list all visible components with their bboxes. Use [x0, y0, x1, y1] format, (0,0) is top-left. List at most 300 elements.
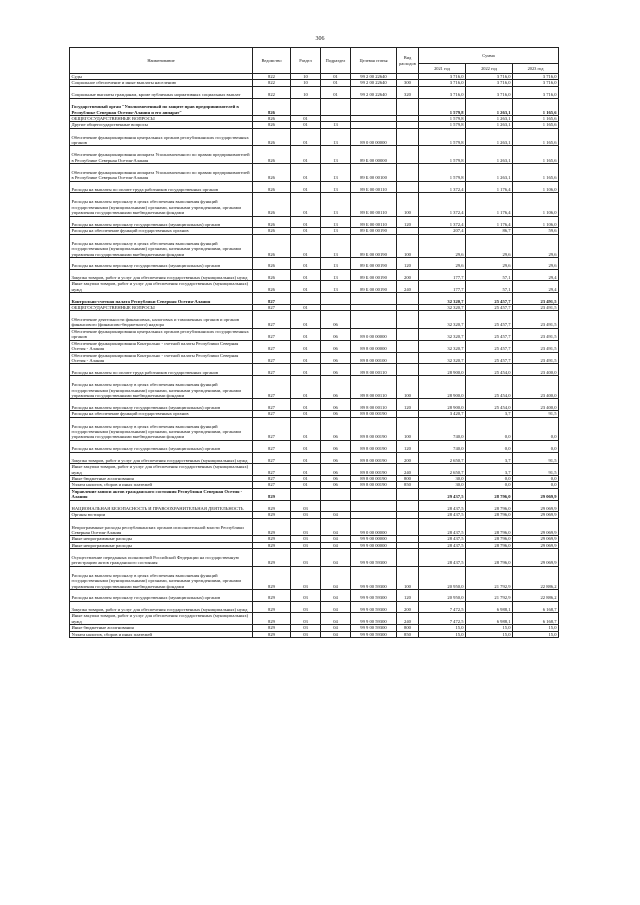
row-department: 827 — [253, 417, 291, 440]
row-sum-2023: 29 069,9 — [513, 549, 559, 567]
row-sum-2023: 29,4 — [513, 269, 559, 281]
row-target-article: 89 Б 00 00190 — [351, 228, 397, 234]
row-sum-2023: 59,6 — [513, 228, 559, 234]
table-body — [70, 74, 559, 638]
row-sum-2022: 1 176,4 — [466, 193, 513, 216]
row-expense-type: 120 — [397, 216, 419, 228]
row-department: 822 — [253, 74, 291, 80]
row-target-article: 89 8 00 00100 — [351, 352, 397, 364]
table-row — [70, 216, 559, 228]
row-sum-2022: 28 796,0 — [466, 500, 513, 512]
row-department: 829 — [253, 500, 291, 512]
row-sum-2022: 1 263,1 — [466, 128, 513, 146]
row-sum-2022: 6 988,1 — [466, 613, 513, 625]
row-subsection: 04 — [321, 601, 351, 613]
row-expense-type — [397, 293, 419, 305]
row-sum-2023: 3 716,0 — [513, 74, 559, 80]
row-sum-2021: 740,0 — [419, 440, 466, 452]
table-row — [70, 163, 559, 181]
row-department: 827 — [253, 440, 291, 452]
row-section: 03 — [291, 631, 321, 637]
row-section: 03 — [291, 549, 321, 567]
row-target-article: 99 9 00 59300 — [351, 601, 397, 613]
row-name: Непрограммные расходы республиканских органов исполнительной власти Республики Северная Осетия-Алания — [70, 518, 253, 536]
row-name: Расходы на выплаты персоналу государственных (муниципальных) органов — [70, 440, 253, 452]
row-name: Расходы на обеспечение функций государственных органов — [70, 411, 253, 417]
header-target-article: Целевая статья — [351, 48, 397, 74]
row-target-article — [351, 293, 397, 305]
row-sum-2021: 32 320,7 — [419, 352, 466, 364]
row-sum-2022: 1 263,1 — [466, 116, 513, 122]
row-expense-type: 240 — [397, 281, 419, 293]
row-sum-2022: 25 457,7 — [466, 293, 513, 305]
row-department: 826 — [253, 98, 291, 116]
row-sum-2023: 15,0 — [513, 631, 559, 637]
row-sum-2022: 57,1 — [466, 269, 513, 281]
row-section: 01 — [291, 482, 321, 488]
table-row — [70, 258, 559, 270]
row-section: 01 — [291, 311, 321, 329]
row-name: Иные непрограммные расходы — [70, 542, 253, 548]
row-sum-2022: 25 454,0 — [466, 364, 513, 376]
row-sum-2023: 29 069,9 — [513, 488, 559, 500]
row-sum-2022: 3,7 — [466, 411, 513, 417]
row-expense-type: 200 — [397, 601, 419, 613]
row-sum-2023: 23 491,5 — [513, 304, 559, 310]
row-section: 01 — [291, 304, 321, 310]
row-target-article: 89 0 00 00000 — [351, 128, 397, 146]
row-sum-2023: 23 491,5 — [513, 340, 559, 352]
header-name: Наименование — [70, 48, 253, 74]
row-department: 829 — [253, 613, 291, 625]
table-row — [70, 566, 559, 589]
table-row — [70, 86, 559, 98]
row-target-article: 99 9 00 00000 — [351, 542, 397, 548]
row-name: Осуществление переданных полномочий Российской Федерации на государственную регистрацию актов гражданского состояния — [70, 549, 253, 567]
row-expense-type — [397, 146, 419, 164]
row-subsection: 06 — [321, 452, 351, 464]
row-section: 03 — [291, 512, 321, 518]
row-sum-2022: 1 263,1 — [466, 98, 513, 116]
row-name: Уплата налогов, сборов и иных платежей — [70, 482, 253, 488]
row-name: Иные закупки товаров, работ и услуг для обеспечения государственных (муниципальных) нужд — [70, 613, 253, 625]
row-expense-type: 200 — [397, 269, 419, 281]
row-target-article: 99 9 00 59300 — [351, 590, 397, 602]
row-expense-type — [397, 181, 419, 193]
row-name: Иные закупки товаров, работ и услуг для обеспечения государственных (муниципальных) нужд — [70, 281, 253, 293]
row-section: 01 — [291, 269, 321, 281]
row-name: ОБЩЕГОСУДАРСТВЕННЫЕ ВОПРОСЫ — [70, 116, 253, 122]
row-sum-2023: 3 716,0 — [513, 86, 559, 98]
row-name: Расходы на выплаты персоналу в целях обеспечения выполнения функций государственными (муниципальными) органами, казенными учреждениями, органами управления государственными внебюджетными фондами — [70, 376, 253, 399]
row-department: 827 — [253, 311, 291, 329]
row-section: 01 — [291, 440, 321, 452]
row-section: 01 — [291, 476, 321, 482]
row-subsection: 06 — [321, 352, 351, 364]
row-name: Иные бюджетные ассигнования — [70, 625, 253, 631]
row-subsection: 01 — [321, 74, 351, 80]
row-expense-type — [397, 518, 419, 536]
row-department: 827 — [253, 464, 291, 476]
row-section: 10 — [291, 80, 321, 86]
row-target-article: 99 9 00 59300 — [351, 625, 397, 631]
row-expense-type: 120 — [397, 258, 419, 270]
row-target-article: 89 Б 00 00110 — [351, 181, 397, 193]
row-sum-2023: 1 165,6 — [513, 163, 559, 181]
row-sum-2023: 1 106,0 — [513, 181, 559, 193]
row-section: 01 — [291, 399, 321, 411]
row-department: 827 — [253, 452, 291, 464]
row-sum-2021: 740,0 — [419, 417, 466, 440]
row-sum-2021: 1 372,4 — [419, 193, 466, 216]
row-department: 827 — [253, 340, 291, 352]
row-sum-2021: 32 320,7 — [419, 293, 466, 305]
row-name: Социальное обеспечение и иные выплаты населению — [70, 80, 253, 86]
row-expense-type: 240 — [397, 464, 419, 476]
row-department: 827 — [253, 376, 291, 399]
row-target-article: 99 9 00 59300 — [351, 566, 397, 589]
row-expense-type: 200 — [397, 452, 419, 464]
row-sum-2022: 1 176,4 — [466, 216, 513, 228]
table-row — [70, 518, 559, 536]
row-expense-type: 850 — [397, 631, 419, 637]
row-sum-2023: 29,4 — [513, 281, 559, 293]
row-sum-2021: 1 579,8 — [419, 163, 466, 181]
table-row — [70, 399, 559, 411]
row-expense-type: 100 — [397, 376, 419, 399]
row-sum-2022: 3 716,0 — [466, 86, 513, 98]
row-subsection: 04 — [321, 590, 351, 602]
row-sum-2023: 23 400,0 — [513, 399, 559, 411]
table-row — [70, 590, 559, 602]
table-row — [70, 146, 559, 164]
row-section: 01 — [291, 464, 321, 476]
row-sum-2023: 29 069,9 — [513, 500, 559, 512]
row-target-article — [351, 500, 397, 512]
row-sum-2021: 7 472,5 — [419, 601, 466, 613]
header-subsection: Подраздел — [321, 48, 351, 74]
row-expense-type — [397, 549, 419, 567]
row-section: 03 — [291, 590, 321, 602]
row-section: 01 — [291, 452, 321, 464]
row-subsection: 04 — [321, 631, 351, 637]
row-name: Расходы на выплаты персоналу государственных (муниципальных) органов — [70, 216, 253, 228]
row-sum-2021: 28 900,0 — [419, 399, 466, 411]
table-row — [70, 311, 559, 329]
row-department: 827 — [253, 352, 291, 364]
row-expense-type: 300 — [397, 80, 419, 86]
table-row — [70, 440, 559, 452]
row-expense-type: 100 — [397, 193, 419, 216]
table-row — [70, 281, 559, 293]
row-name: НАЦИОНАЛЬНАЯ БЕЗОПАСНОСТЬ И ПРАВООХРАНИТЕЛЬНАЯ ДЕЯТЕЛЬНОСТЬ — [70, 500, 253, 512]
row-sum-2022: 25 457,7 — [466, 311, 513, 329]
row-section: 01 — [291, 181, 321, 193]
row-section: 01 — [291, 376, 321, 399]
row-sum-2023: 23 400,0 — [513, 376, 559, 399]
row-section — [291, 293, 321, 305]
row-target-article: 89 8 00 00110 — [351, 399, 397, 411]
header-sum: Сумма — [419, 48, 559, 64]
table-row — [70, 269, 559, 281]
row-target-article: 89 Б 00 00190 — [351, 234, 397, 257]
row-sum-2021: 1 579,8 — [419, 116, 466, 122]
row-section: 03 — [291, 566, 321, 589]
row-section: 01 — [291, 228, 321, 234]
row-target-article: 89 Б 00 00000 — [351, 146, 397, 164]
row-expense-type — [397, 128, 419, 146]
row-name: Обеспечение функционирования Контрольно - счетной палаты Республики Северная Осетия - Алания — [70, 352, 253, 364]
row-sum-2022: 21 792,9 — [466, 590, 513, 602]
row-sum-2023: 29 069,9 — [513, 518, 559, 536]
row-expense-type — [397, 500, 419, 512]
row-name: ОБЩЕГОСУДАРСТВЕННЫЕ ВОПРОСЫ — [70, 304, 253, 310]
row-target-article: 89 8 00 00110 — [351, 376, 397, 399]
table-row — [70, 364, 559, 376]
row-sum-2022: 1 263,1 — [466, 146, 513, 164]
row-sum-2021: 1 372,4 — [419, 216, 466, 228]
row-sum-2022: 15,0 — [466, 625, 513, 631]
header-year-2022: 2022 год — [466, 64, 513, 74]
row-department: 829 — [253, 542, 291, 548]
row-sum-2021: 3 716,0 — [419, 80, 466, 86]
row-name: Органы юстиции — [70, 512, 253, 518]
row-sum-2021: 1 372,4 — [419, 181, 466, 193]
row-name: Расходы на выплаты по оплате труда работников государственных органов — [70, 181, 253, 193]
row-target-article: 89 Б 00 00190 — [351, 258, 397, 270]
row-name: Уплата налогов, сборов и иных платежей — [70, 631, 253, 637]
row-subsection: 13 — [321, 258, 351, 270]
row-name: Суды — [70, 74, 253, 80]
row-subsection — [321, 488, 351, 500]
row-sum-2023: 29,6 — [513, 258, 559, 270]
row-section: 01 — [291, 352, 321, 364]
row-section: 01 — [291, 128, 321, 146]
row-sum-2021: 20 950,0 — [419, 590, 466, 602]
row-department: 829 — [253, 512, 291, 518]
row-name: Обеспечение функционирования центральных органов республиканских государственных органов — [70, 328, 253, 340]
row-expense-type: 320 — [397, 86, 419, 98]
row-section: 01 — [291, 417, 321, 440]
row-sum-2023: 22 886,2 — [513, 590, 559, 602]
row-expense-type: 800 — [397, 476, 419, 482]
row-subsection: 01 — [321, 86, 351, 98]
table-row — [70, 193, 559, 216]
row-sum-2021: 32 320,7 — [419, 304, 466, 310]
row-target-article: 89 0 00 00000 — [351, 328, 397, 340]
row-sum-2022: 25 457,7 — [466, 352, 513, 364]
row-target-article: 99 9 00 59300 — [351, 631, 397, 637]
row-sum-2021: 30,0 — [419, 476, 466, 482]
row-sum-2023: 23 491,5 — [513, 311, 559, 329]
page-number: 306 — [315, 36, 325, 42]
row-sum-2023: 6 168,7 — [513, 601, 559, 613]
row-subsection: 13 — [321, 193, 351, 216]
row-department: 827 — [253, 364, 291, 376]
table-row — [70, 549, 559, 567]
row-name: Закупка товаров, работ и услуг для обеспечения государственных (муниципальных) нужд — [70, 452, 253, 464]
row-subsection — [321, 500, 351, 512]
row-department: 827 — [253, 399, 291, 411]
row-target-article — [351, 488, 397, 500]
row-sum-2021: 28 437,5 — [419, 549, 466, 567]
row-sum-2021: 28 437,5 — [419, 512, 466, 518]
row-subsection: 06 — [321, 376, 351, 399]
row-sum-2023: 1 165,6 — [513, 98, 559, 116]
row-department: 829 — [253, 631, 291, 637]
row-section: 01 — [291, 328, 321, 340]
row-sum-2022: 86,7 — [466, 228, 513, 234]
row-sum-2021: 28 437,5 — [419, 542, 466, 548]
row-expense-type: 850 — [397, 482, 419, 488]
row-expense-type: 800 — [397, 625, 419, 631]
row-sum-2023: 91,5 — [513, 452, 559, 464]
row-sum-2021: 7 472,5 — [419, 613, 466, 625]
row-subsection: 06 — [321, 464, 351, 476]
table-row — [70, 328, 559, 340]
row-expense-type — [397, 488, 419, 500]
row-sum-2023: 0,0 — [513, 417, 559, 440]
row-section: 01 — [291, 234, 321, 257]
row-subsection: 13 — [321, 281, 351, 293]
row-subsection: 13 — [321, 128, 351, 146]
row-subsection: 13 — [321, 146, 351, 164]
row-sum-2023: 0,0 — [513, 482, 559, 488]
row-section: 03 — [291, 601, 321, 613]
row-sum-2023: 1 165,6 — [513, 128, 559, 146]
row-sum-2023: 91,5 — [513, 464, 559, 476]
row-sum-2021: 3 420,7 — [419, 411, 466, 417]
row-department: 829 — [253, 518, 291, 536]
table-row — [70, 464, 559, 476]
row-department: 826 — [253, 269, 291, 281]
row-section: 01 — [291, 116, 321, 122]
row-department: 822 — [253, 80, 291, 86]
row-name: Обеспечение функционирования центральных органов республиканских государственных органов — [70, 128, 253, 146]
row-sum-2022: 6 988,1 — [466, 601, 513, 613]
row-expense-type — [397, 311, 419, 329]
row-sum-2021: 1 579,8 — [419, 146, 466, 164]
row-target-article: 99 9 00 59300 — [351, 549, 397, 567]
row-target-article: 89 Б 00 00100 — [351, 163, 397, 181]
row-target-article: 89 Б 00 00190 — [351, 269, 397, 281]
row-section: 03 — [291, 500, 321, 512]
row-department: 826 — [253, 163, 291, 181]
row-department: 826 — [253, 281, 291, 293]
row-sum-2023: 29 069,9 — [513, 512, 559, 518]
row-subsection: 13 — [321, 122, 351, 128]
row-sum-2022: 28 796,0 — [466, 549, 513, 567]
row-expense-type: 100 — [397, 234, 419, 257]
table-row — [70, 488, 559, 500]
row-sum-2023: 91,5 — [513, 411, 559, 417]
row-sum-2023: 29 069,9 — [513, 542, 559, 548]
row-subsection: 04 — [321, 613, 351, 625]
row-sum-2022: 0,0 — [466, 476, 513, 482]
row-target-article: 89 8 00 00190 — [351, 476, 397, 482]
row-sum-2022: 3 716,0 — [466, 80, 513, 86]
row-section: 01 — [291, 163, 321, 181]
row-name: Контрольно-счетная палата Республики Северная Осетия-Алания — [70, 293, 253, 305]
row-sum-2022: 25 457,7 — [466, 328, 513, 340]
row-subsection: 06 — [321, 476, 351, 482]
row-department: 827 — [253, 328, 291, 340]
row-sum-2023: 23 491,5 — [513, 293, 559, 305]
row-target-article: 89 8 00 00190 — [351, 452, 397, 464]
row-subsection: 06 — [321, 440, 351, 452]
row-sum-2022: 1 176,4 — [466, 181, 513, 193]
row-target-article — [351, 311, 397, 329]
row-subsection: 13 — [321, 216, 351, 228]
row-name: Обеспечение функционирования Контрольно - счетной палаты Республики Северная Осетия - Алания — [70, 340, 253, 352]
row-department: 827 — [253, 482, 291, 488]
row-expense-type: 100 — [397, 417, 419, 440]
row-sum-2021: 2 650,7 — [419, 452, 466, 464]
row-department: 826 — [253, 146, 291, 164]
row-subsection: 13 — [321, 269, 351, 281]
row-sum-2021: 1 579,8 — [419, 122, 466, 128]
row-name: Обеспечение функционирования аппарата Уполномоченного по правам предпринимателей в Республике Северная Осетия-Алания — [70, 146, 253, 164]
row-department: 827 — [253, 411, 291, 417]
row-department: 829 — [253, 601, 291, 613]
row-name: Расходы на выплаты по оплате труда работников государственных органов — [70, 364, 253, 376]
row-department: 822 — [253, 86, 291, 98]
row-name: Расходы на выплаты персоналу в целях обеспечения выполнения функций государственными (муниципальными) органами, казенными учреждениями, органами управления государственными внебюджетными фондами — [70, 193, 253, 216]
row-department: 826 — [253, 116, 291, 122]
row-expense-type — [397, 340, 419, 352]
table-row — [70, 376, 559, 399]
table-row — [70, 631, 559, 637]
row-subsection — [321, 98, 351, 116]
row-sum-2023: 29 069,9 — [513, 536, 559, 542]
row-sum-2021: 3 716,0 — [419, 86, 466, 98]
row-sum-2022: 15,0 — [466, 631, 513, 637]
row-name: Закупка товаров, работ и услуг для обеспечения государственных (муниципальных) нужд — [70, 269, 253, 281]
row-target-article: 89 8 00 00190 — [351, 440, 397, 452]
row-subsection: 04 — [321, 518, 351, 536]
row-target-article: 89 8 00 00000 — [351, 340, 397, 352]
row-department: 826 — [253, 193, 291, 216]
row-department: 826 — [253, 234, 291, 257]
row-sum-2022: 25 454,0 — [466, 376, 513, 399]
row-subsection: 06 — [321, 399, 351, 411]
row-sum-2022: 0,0 — [466, 482, 513, 488]
row-subsection: 04 — [321, 566, 351, 589]
row-sum-2023: 23 400,0 — [513, 364, 559, 376]
row-subsection: 04 — [321, 549, 351, 567]
row-subsection: 13 — [321, 228, 351, 234]
row-sum-2021: 32 320,7 — [419, 340, 466, 352]
row-expense-type: 100 — [397, 566, 419, 589]
row-subsection: 04 — [321, 536, 351, 542]
row-subsection: 04 — [321, 512, 351, 518]
row-sum-2021: 177,7 — [419, 269, 466, 281]
row-subsection: 13 — [321, 234, 351, 257]
row-sum-2023: 1 165,6 — [513, 146, 559, 164]
row-department: 829 — [253, 488, 291, 500]
row-name: Расходы на выплаты персоналу в целях обеспечения выполнения функций государственными (муниципальными) органами, казенными учреждениями, органами управления государственными внебюджетными фондами — [70, 234, 253, 257]
row-sum-2021: 177,7 — [419, 281, 466, 293]
row-sum-2023: 15,0 — [513, 625, 559, 631]
row-expense-type: 120 — [397, 399, 419, 411]
row-department: 826 — [253, 258, 291, 270]
row-target-article: 89 8 00 00190 — [351, 482, 397, 488]
row-sum-2021: 30,0 — [419, 482, 466, 488]
row-sum-2022: 29,6 — [466, 258, 513, 270]
row-sum-2021: 1 579,8 — [419, 98, 466, 116]
header-year-2023: 2023 год — [513, 64, 559, 74]
row-sum-2022: 28 796,0 — [466, 518, 513, 536]
